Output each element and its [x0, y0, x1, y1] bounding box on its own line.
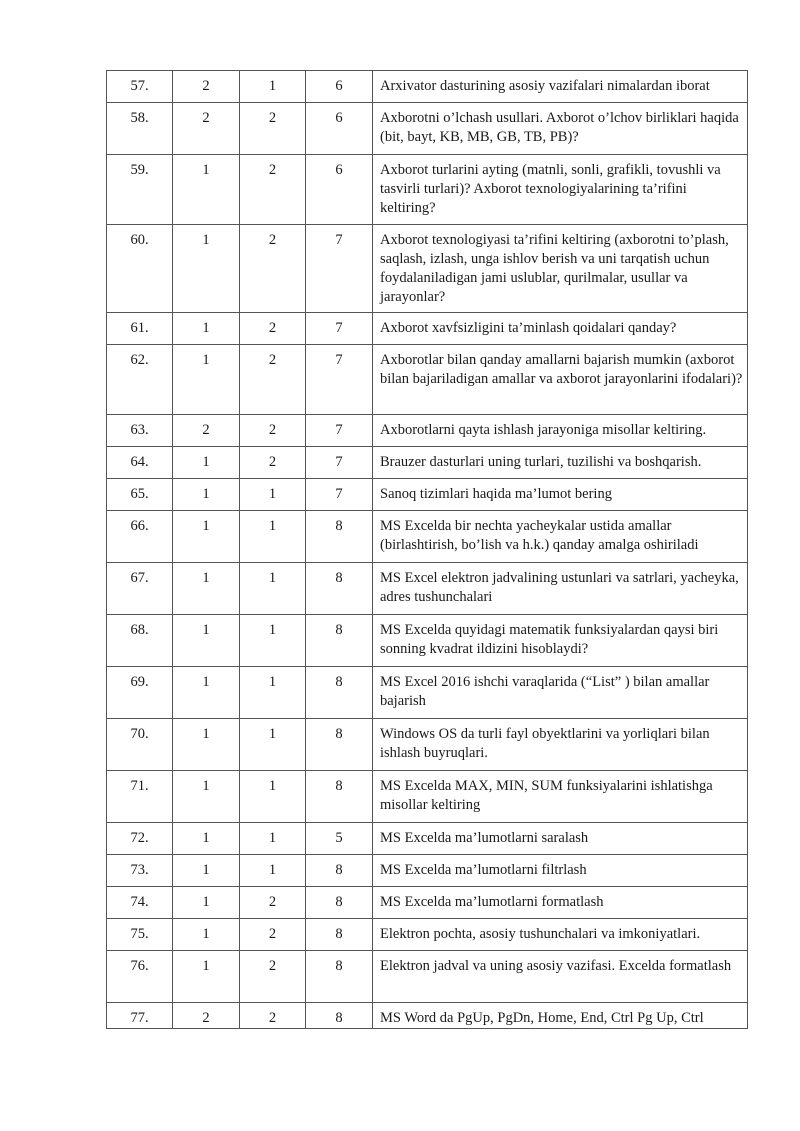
question-text: MS Excel elektron jadvalining ustunlari va satrlari, yacheyka, adres tushunchalari [373, 563, 748, 615]
row-number: 69. [107, 667, 173, 719]
col-4-value: 8 [306, 771, 373, 823]
col-2-value: 1 [173, 313, 240, 345]
table-row [107, 855, 748, 887]
question-text: Elektron pochta, asosiy tushunchalari va imkoniyatlari. [373, 919, 748, 951]
row-number: 60. [107, 225, 173, 313]
col-2-value: 1 [173, 155, 240, 225]
col-3-value: 1 [240, 71, 306, 103]
question-text: Axborot texnologiyasi ta’rifini keltiring (axborotni to’plash, saqlash, izlash, unga ishlov berish va uni tarqatish uchun foydalaniladigan jami uslublar, qurilmalar, usullar va jarayonlar? [373, 225, 748, 313]
col-2-value: 2 [173, 415, 240, 447]
question-text: MS Excelda ma’lumotlarni formatlash [373, 887, 748, 919]
question-text: MS Excel 2016 ishchi varaqlarida (“List” ) bilan amallar bajarish [373, 667, 748, 719]
col-3-value: 1 [240, 667, 306, 719]
col-3-value: 1 [240, 563, 306, 615]
row-number: 75. [107, 919, 173, 951]
col-2-value: 2 [173, 103, 240, 155]
col-4-value: 7 [306, 415, 373, 447]
col-4-value: 7 [306, 313, 373, 345]
row-number: 63. [107, 415, 173, 447]
row-number: 57. [107, 71, 173, 103]
table-row [107, 887, 748, 919]
col-3-value: 2 [240, 225, 306, 313]
question-text: Axborotlar bilan qanday amallarni bajarish mumkin (axborot bilan bajariladigan amallar va axborot jarayonlarini ifodalari)? [373, 345, 748, 415]
question-text: MS Excelda ma’lumotlarni filtrlash [373, 855, 748, 887]
col-3-value: 2 [240, 103, 306, 155]
table-row [107, 667, 748, 719]
col-2-value: 2 [173, 71, 240, 103]
question-text: Arxivator dasturining asosiy vazifalari nimalardan iborat [373, 71, 748, 103]
row-number: 73. [107, 855, 173, 887]
question-text: MS Excelda MAX, MIN, SUM funksiyalarini ishlatishga misollar keltiring [373, 771, 748, 823]
col-2-value: 1 [173, 719, 240, 771]
col-3-value: 2 [240, 919, 306, 951]
col-4-value: 8 [306, 951, 373, 1003]
row-number: 64. [107, 447, 173, 479]
question-text: MS Word da PgUp, PgDn, Home, End, Ctrl Pg Up, Ctrl [373, 1003, 748, 1029]
question-text: Axborotni o’lchash usullari. Axborot o’lchov birliklari haqida (bit, bayt, KB, MB, GB, TB, PB)? [373, 103, 748, 155]
row-number: 65. [107, 479, 173, 511]
table-row [107, 951, 748, 1003]
table-row [107, 1003, 748, 1029]
col-4-value: 7 [306, 479, 373, 511]
col-2-value: 1 [173, 479, 240, 511]
question-text: Sanoq tizimlari haqida ma’lumot bering [373, 479, 748, 511]
table-row [107, 313, 748, 345]
question-text: Axborot turlarini ayting (matnli, sonli, grafikli, tovushli va tasvirli turlari)? Axborot texnologiyalarining ta’rifini keltiring? [373, 155, 748, 225]
col-4-value: 8 [306, 563, 373, 615]
row-number: 67. [107, 563, 173, 615]
table-row [107, 563, 748, 615]
question-text: MS Excelda quyidagi matematik funksiyalardan qaysi biri sonning kvadrat ildizini hisoblaydi? [373, 615, 748, 667]
col-3-value: 1 [240, 511, 306, 563]
col-3-value: 1 [240, 823, 306, 855]
col-4-value: 7 [306, 225, 373, 313]
col-2-value: 1 [173, 919, 240, 951]
question-text: Elektron jadval va uning asosiy vazifasi. Excelda formatlash [373, 951, 748, 1003]
col-2-value: 1 [173, 951, 240, 1003]
col-4-value: 8 [306, 887, 373, 919]
table-row [107, 225, 748, 313]
table-row [107, 447, 748, 479]
col-4-value: 7 [306, 345, 373, 415]
row-number: 70. [107, 719, 173, 771]
col-2-value: 1 [173, 667, 240, 719]
table-row [107, 823, 748, 855]
row-number: 72. [107, 823, 173, 855]
question-text: MS Excelda bir nechta yacheykalar ustida amallar (birlashtirish, bo’lish va h.k.) qanday amalga oshiriladi [373, 511, 748, 563]
col-2-value: 1 [173, 823, 240, 855]
col-3-value: 1 [240, 771, 306, 823]
col-2-value: 1 [173, 447, 240, 479]
col-4-value: 8 [306, 667, 373, 719]
table-row [107, 771, 748, 823]
question-text: Windows OS da turli fayl obyektlarini va yorliqlari bilan ishlash buyruqlari. [373, 719, 748, 771]
col-3-value: 1 [240, 479, 306, 511]
col-3-value: 1 [240, 719, 306, 771]
table-row [107, 615, 748, 667]
row-number: 68. [107, 615, 173, 667]
col-2-value: 1 [173, 345, 240, 415]
col-2-value: 1 [173, 563, 240, 615]
question-text: Axborot xavfsizligini ta’minlash qoidalari qanday? [373, 313, 748, 345]
question-text: MS Excelda ma’lumotlarni saralash [373, 823, 748, 855]
col-2-value: 1 [173, 771, 240, 823]
col-2-value: 1 [173, 887, 240, 919]
row-number: 66. [107, 511, 173, 563]
col-4-value: 8 [306, 511, 373, 563]
row-number: 61. [107, 313, 173, 345]
row-number: 58. [107, 103, 173, 155]
questions-table [106, 70, 748, 1029]
row-number: 76. [107, 951, 173, 1003]
row-number: 74. [107, 887, 173, 919]
col-4-value: 8 [306, 919, 373, 951]
col-4-value: 8 [306, 719, 373, 771]
col-3-value: 2 [240, 155, 306, 225]
col-3-value: 1 [240, 615, 306, 667]
question-text: Axborotlarni qayta ishlash jarayoniga misollar keltiring. [373, 415, 748, 447]
table-row [107, 479, 748, 511]
row-number: 59. [107, 155, 173, 225]
col-2-value: 1 [173, 511, 240, 563]
col-2-value: 1 [173, 225, 240, 313]
col-3-value: 1 [240, 855, 306, 887]
question-text: Brauzer dasturlari uning turlari, tuzilishi va boshqarish. [373, 447, 748, 479]
col-3-value: 2 [240, 1003, 306, 1029]
col-3-value: 2 [240, 415, 306, 447]
table-row [107, 415, 748, 447]
table-row [107, 719, 748, 771]
col-3-value: 2 [240, 951, 306, 1003]
col-4-value: 7 [306, 447, 373, 479]
table-row [107, 345, 748, 415]
col-2-value: 1 [173, 615, 240, 667]
col-4-value: 6 [306, 103, 373, 155]
col-4-value: 8 [306, 855, 373, 887]
questions-table-body [107, 71, 748, 1029]
table-row [107, 511, 748, 563]
col-4-value: 6 [306, 71, 373, 103]
row-number: 71. [107, 771, 173, 823]
row-number: 77. [107, 1003, 173, 1029]
col-4-value: 8 [306, 615, 373, 667]
table-row [107, 919, 748, 951]
table-row [107, 103, 748, 155]
col-3-value: 2 [240, 447, 306, 479]
col-4-value: 6 [306, 155, 373, 225]
col-4-value: 5 [306, 823, 373, 855]
table-row [107, 155, 748, 225]
col-2-value: 2 [173, 1003, 240, 1029]
col-3-value: 2 [240, 313, 306, 345]
col-3-value: 2 [240, 887, 306, 919]
row-number: 62. [107, 345, 173, 415]
col-3-value: 2 [240, 345, 306, 415]
col-2-value: 1 [173, 855, 240, 887]
col-4-value: 8 [306, 1003, 373, 1029]
table-row [107, 71, 748, 103]
